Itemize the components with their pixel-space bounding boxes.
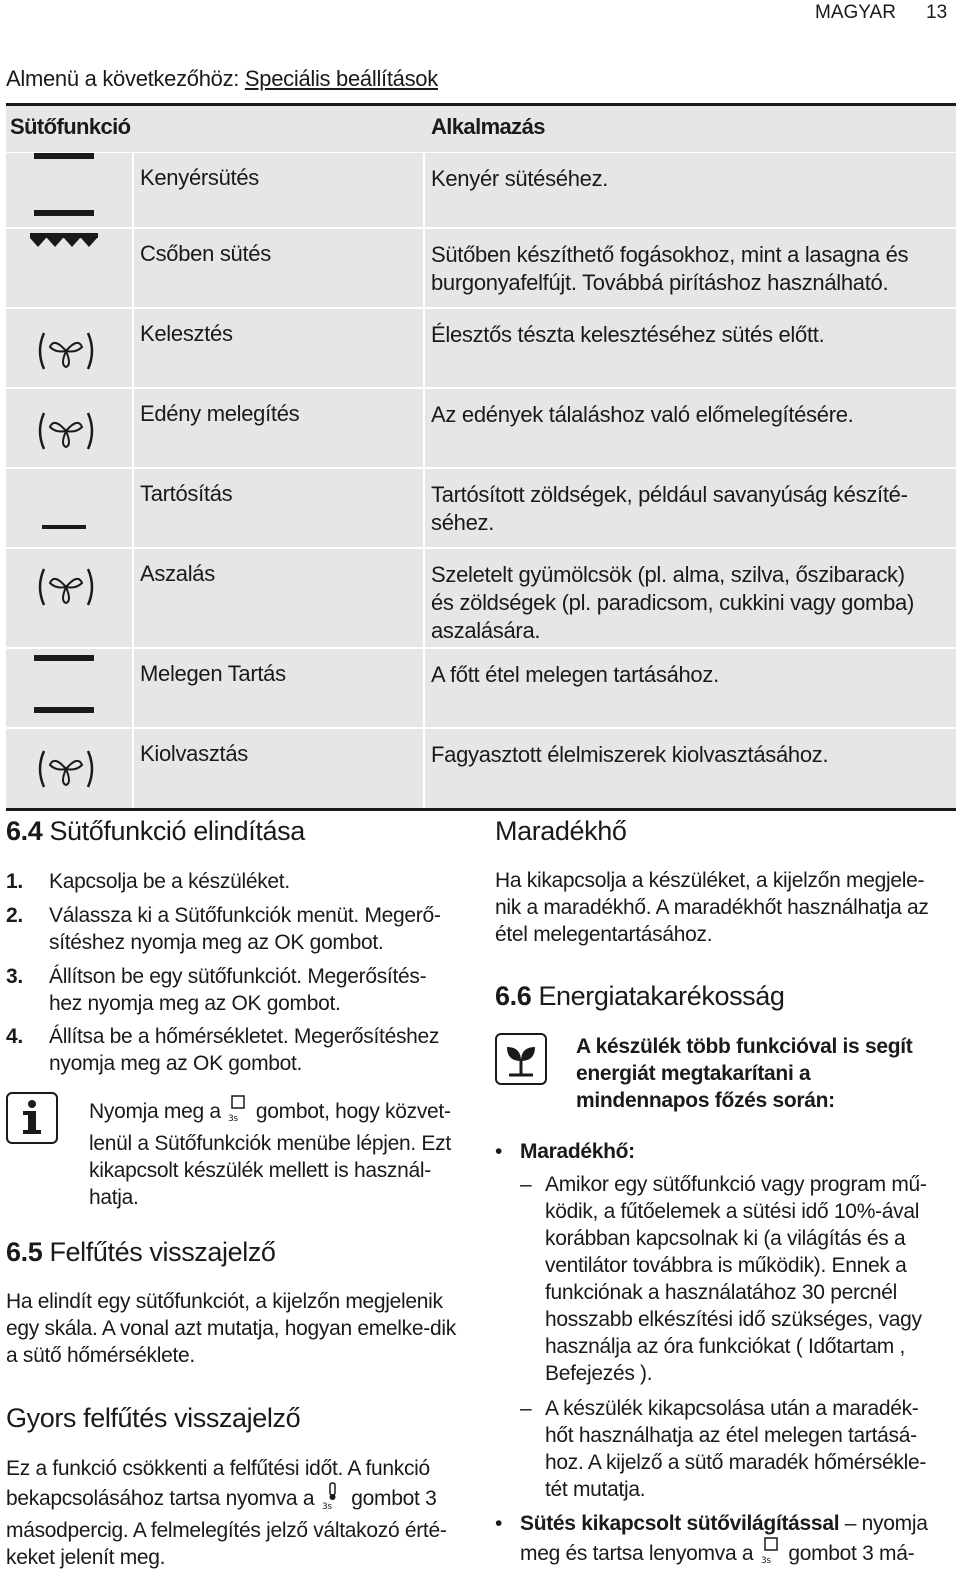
function-application: Kenyér sütéséhez. [431, 166, 609, 191]
fast-heatup-button-icon [226, 1095, 250, 1130]
table-row [6, 307, 956, 387]
col-header-application: Alkalmazás [431, 114, 545, 139]
table-row [6, 467, 956, 547]
info-icon [6, 1092, 58, 1144]
col-header-function: Sütőfunkció [10, 114, 131, 139]
table-row [6, 153, 956, 227]
fan-icon [6, 729, 131, 809]
table-row [6, 547, 956, 647]
table-row [6, 387, 956, 467]
function-application: Fagyasztott élelmiszerek kiolvasztásához. [431, 742, 829, 767]
function-application: Szeletelt gyümölcsök (pl. alma, szilva, őszibarack) és zöldségek (pl. paradicsom, cukkini vagy gomba) aszalására. [431, 562, 914, 643]
function-name: Aszalás [140, 561, 215, 586]
function-name: Kelesztés [140, 321, 233, 346]
function-name: Kiolvasztás [140, 741, 248, 766]
dash-marker: – [520, 1397, 532, 1420]
top-bottom-heat-icon [6, 153, 131, 227]
top-bottom-heat-icon [6, 649, 131, 727]
svg-text:3s: 3s [321, 1502, 332, 1510]
light-button-icon [759, 1537, 783, 1572]
table-header [6, 106, 956, 153]
page-number: 13 [926, 2, 948, 23]
fan-icon [6, 549, 131, 647]
leaf-icon [495, 1033, 547, 1085]
function-application: Tartósított zöldségek, például savanyúság készíté-séhez. [431, 482, 908, 535]
function-application: Az edények tálaláshoz való előmelegítésére. [431, 402, 854, 427]
svg-text:3s: 3s [760, 1556, 771, 1565]
submenu-title [6, 66, 438, 92]
paragraph: Ez a funkció csökkenti a felfűtési időt. A funkció bekapcsolásához tartsa nyomva a 3s gombot 3 másodpercig. A felmelegítés jelző váltakozó érté-keket jelenít meg. [6, 1457, 447, 1569]
section-title-maradekho: Maradékhő [495, 816, 627, 846]
section-title-gyors: Gyors felfűtés visszajelző [6, 1403, 301, 1433]
section-title-6-5: 6.5 Felfűtés visszajelző [6, 1237, 276, 1267]
function-name: Csőben sütés [140, 241, 271, 266]
function-application: Élesztős tészta kelesztéséhez sütés előtt. [431, 322, 825, 347]
function-name: Tartósítás [140, 481, 233, 506]
bullet-dot: • [495, 1140, 503, 1163]
section-title-6-4: 6.4 Sütőfunkció elindítása [6, 816, 305, 846]
function-name: Edény melegítés [140, 401, 300, 426]
grill-icon [6, 229, 131, 307]
function-name: Kenyérsütés [140, 165, 259, 190]
bullet-maradekho: Maradékhő: [520, 1140, 635, 1163]
table-row [6, 647, 956, 727]
language-label: MAGYAR [815, 2, 896, 23]
table-bottom-rule [6, 808, 956, 811]
info-note: Nyomja meg a 3s gombot, hogy közvet-lenül a Sütőfunkciók menübe lépjen. Ezt kikapcsolt készülék mellett is használ-hatja. [89, 1095, 474, 1211]
function-application: A főtt étel melegen tartásához. [431, 662, 719, 687]
page-header [0, 0, 960, 28]
dash-marker: – [520, 1173, 532, 1196]
submenu-link[interactable]: Speciális beállítások [244, 66, 438, 91]
function-name: Melegen Tartás [140, 661, 286, 686]
svg-text:3s: 3s [228, 1114, 239, 1123]
list-item: Sütés kikapcsolt sütővilágítással – nyomja meg és tartsa lenyomva a 3s gombot 3 má- [520, 1510, 950, 1572]
submenu-prefix: Almenü a következőhöz: [6, 66, 245, 91]
bullet-dot: • [495, 1512, 503, 1535]
functions-table [6, 106, 956, 809]
list-item: Amikor egy sütőfunkció vagy program mű-ködik, a fűtőelemek a sütési idő 10%-ával korábban kapcsolnak ki (a világítás és a ventilátor továbbra is működik). Ennek a funkciónak a használatához 30 percnél hosszabb elkészítési idő szükséges, vagy használja az óra funkciókat ( Időtartam , Befejezés ). [545, 1173, 927, 1385]
energy-intro: A készülék több funkcióval is segít energiát megtakarítani a mindennapos főzés során: [576, 1035, 913, 1112]
table-row [6, 227, 956, 307]
thermometer-icon [320, 1482, 346, 1517]
bottom-heat-icon [6, 469, 131, 547]
section-title-6-6: 6.6 Energiatakarékosság [495, 981, 785, 1011]
table-row [6, 727, 956, 809]
fan-icon [6, 309, 131, 387]
fan-icon [6, 389, 131, 467]
list-item: A készülék kikapcsolása után a maradék-hőt használhatja az étel melegen tartásá-hoz. A kijelző a sütő maradék hőmérsékle-tét mutatja. [545, 1397, 927, 1501]
paragraph: Ha elindít egy sütőfunkciót, a kijelzőn megjelenik egy skála. A vonal azt mutatja, hogyan emelke-dik a sütő hőmérséklete. [6, 1290, 456, 1367]
paragraph: Ha kikapcsolja a készüléket, a kijelzőn megjele-nik a maradékhő. A maradékhőt használhatja az étel melegentartásához. [495, 869, 929, 946]
function-application: Sütőben készíthető fogásokhoz, mint a lasagna és burgonyafelfújt. Továbbá pirításhoz használható. [431, 242, 909, 295]
